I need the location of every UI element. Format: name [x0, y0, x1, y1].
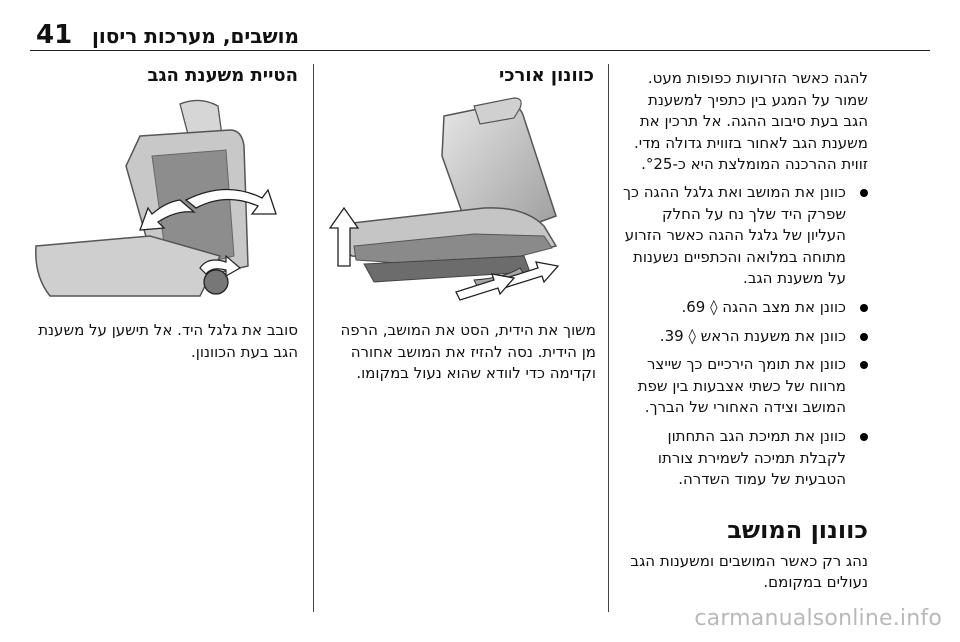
page-number: 41: [36, 20, 73, 50]
list-item: כוונן את תומך הירכיים כך שייצר מרווח של כשתי אצבעות בין שפת המושב וצידה האחורי של הברך.: [620, 354, 868, 419]
backrest-recline-icon: [30, 96, 298, 308]
page-header: [30, 14, 930, 51]
section-heading: כוונון המושב: [727, 515, 868, 544]
middle-column: [322, 64, 594, 88]
column-divider: [608, 64, 609, 612]
list-item: כוונן את המושב ואת גלגל ההגה כך שפרק היד שלך נח על החלק העליון של גלגל ההגה כאשר הזרוע מתוחה במלואה והכתפיים נשענות על משענת הגב.: [620, 182, 868, 290]
backrest-recline-caption: סובב את גלגל היד. אל תישען על משענת הגב בעת הכוונון.: [38, 321, 298, 361]
bullet-icon: [860, 361, 868, 369]
bullet-icon: [860, 433, 868, 441]
list-item: כוונן את משענת הראש ◊ 39.: [620, 326, 868, 348]
backrest-recline-illustration: [30, 96, 298, 308]
longitudinal-adjust-title: כוונון אורכי: [499, 65, 594, 86]
list-item: כוונן את מצב ההגה ◊ 69.: [620, 297, 868, 319]
bullet-icon: [860, 189, 868, 197]
seat-slide-icon: [324, 96, 596, 308]
column-divider: [313, 64, 314, 612]
chapter-title: מושבים, מערכות ריסון: [92, 24, 299, 48]
bullet-icon: [860, 304, 868, 312]
section-text: נהג רק כאשר המושבים ומשענות הגב נעולים במקומם.: [630, 551, 868, 592]
backrest-recline-title: הטיית משענת הגב: [147, 65, 298, 86]
seat-slide-illustration: [324, 96, 596, 308]
longitudinal-adjust-caption: משוך את הידית, הסט את המושב, הרפה מן הידית. נסה להזיז את המושב אחורה וקדימה כדי לוודא שהוא נעול במקומו.: [340, 321, 596, 383]
intro-text: להגה כאשר הזרועות כפופות מעט. שמור על המגע בין כתפיך למשענת הגב בעת סיבוב ההגה. אל תרכין את משענת הגב לאחור בזווית גדולה מדי. זווית ההרכנה המומלצת היא כ-°25.: [633, 69, 868, 174]
watermark: carmanualsonline.info: [694, 606, 942, 631]
bullet-icon: [860, 333, 868, 341]
right-column: [620, 68, 868, 594]
left-column: [28, 64, 298, 88]
list-item: כוונן את תמיכת הגב התחתון לקבלת תמיכה לשמירת צורתו הטבעית של עמוד השדרה.: [620, 426, 868, 491]
bullet-list: [620, 182, 868, 491]
